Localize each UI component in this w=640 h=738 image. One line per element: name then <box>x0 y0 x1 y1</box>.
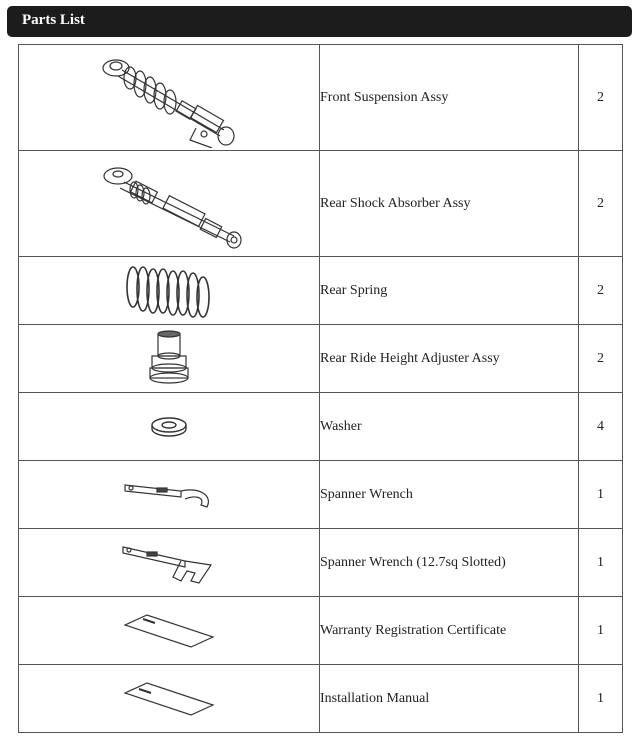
table-row <box>19 151 623 257</box>
ride-height-adjuster-icon <box>144 330 194 388</box>
rear-shock-absorber-icon <box>94 156 244 252</box>
part-quantity: 2 <box>579 45 623 151</box>
part-image-cell <box>19 45 320 151</box>
table-row <box>19 597 623 665</box>
front-suspension-icon <box>94 48 244 148</box>
part-quantity: 2 <box>579 257 623 325</box>
part-name: Spanner Wrench <box>320 461 579 529</box>
part-quantity: 4 <box>579 393 623 461</box>
part-image-cell <box>19 665 320 733</box>
part-name: Spanner Wrench (12.7sq Slotted) <box>320 529 579 597</box>
table-row <box>19 461 623 529</box>
part-image-cell <box>19 393 320 461</box>
part-quantity: 1 <box>579 529 623 597</box>
part-quantity: 1 <box>579 665 623 733</box>
part-quantity: 1 <box>579 597 623 665</box>
table-row <box>19 45 623 151</box>
part-image-cell <box>19 597 320 665</box>
part-quantity: 2 <box>579 151 623 257</box>
table-row <box>19 529 623 597</box>
part-name: Rear Ride Height Adjuster Assy <box>320 325 579 393</box>
part-image-cell <box>19 151 320 257</box>
part-quantity: 1 <box>579 461 623 529</box>
part-name: Installation Manual <box>320 665 579 733</box>
part-name: Rear Shock Absorber Assy <box>320 151 579 257</box>
parts-table <box>18 44 623 733</box>
part-name: Front Suspension Assy <box>320 45 579 151</box>
part-image-cell <box>19 529 320 597</box>
part-name: Rear Spring <box>320 257 579 325</box>
part-image-cell <box>19 257 320 325</box>
parts-list-header <box>7 6 632 37</box>
part-quantity: 2 <box>579 325 623 393</box>
table-row <box>19 393 623 461</box>
table-row <box>19 665 623 733</box>
part-name: Washer <box>320 393 579 461</box>
part-name: Warranty Registration Certificate <box>320 597 579 665</box>
rear-spring-icon <box>119 259 219 323</box>
spanner-wrench-icon <box>121 477 217 513</box>
table-row <box>19 325 623 393</box>
installation-manual-icon <box>121 679 217 719</box>
part-image-cell <box>19 325 320 393</box>
slotted-spanner-wrench-icon <box>119 541 219 585</box>
washer-icon <box>149 415 189 439</box>
part-image-cell <box>19 461 320 529</box>
table-row <box>19 257 623 325</box>
page-title: Parts List <box>22 12 85 28</box>
warranty-certificate-icon <box>121 611 217 651</box>
